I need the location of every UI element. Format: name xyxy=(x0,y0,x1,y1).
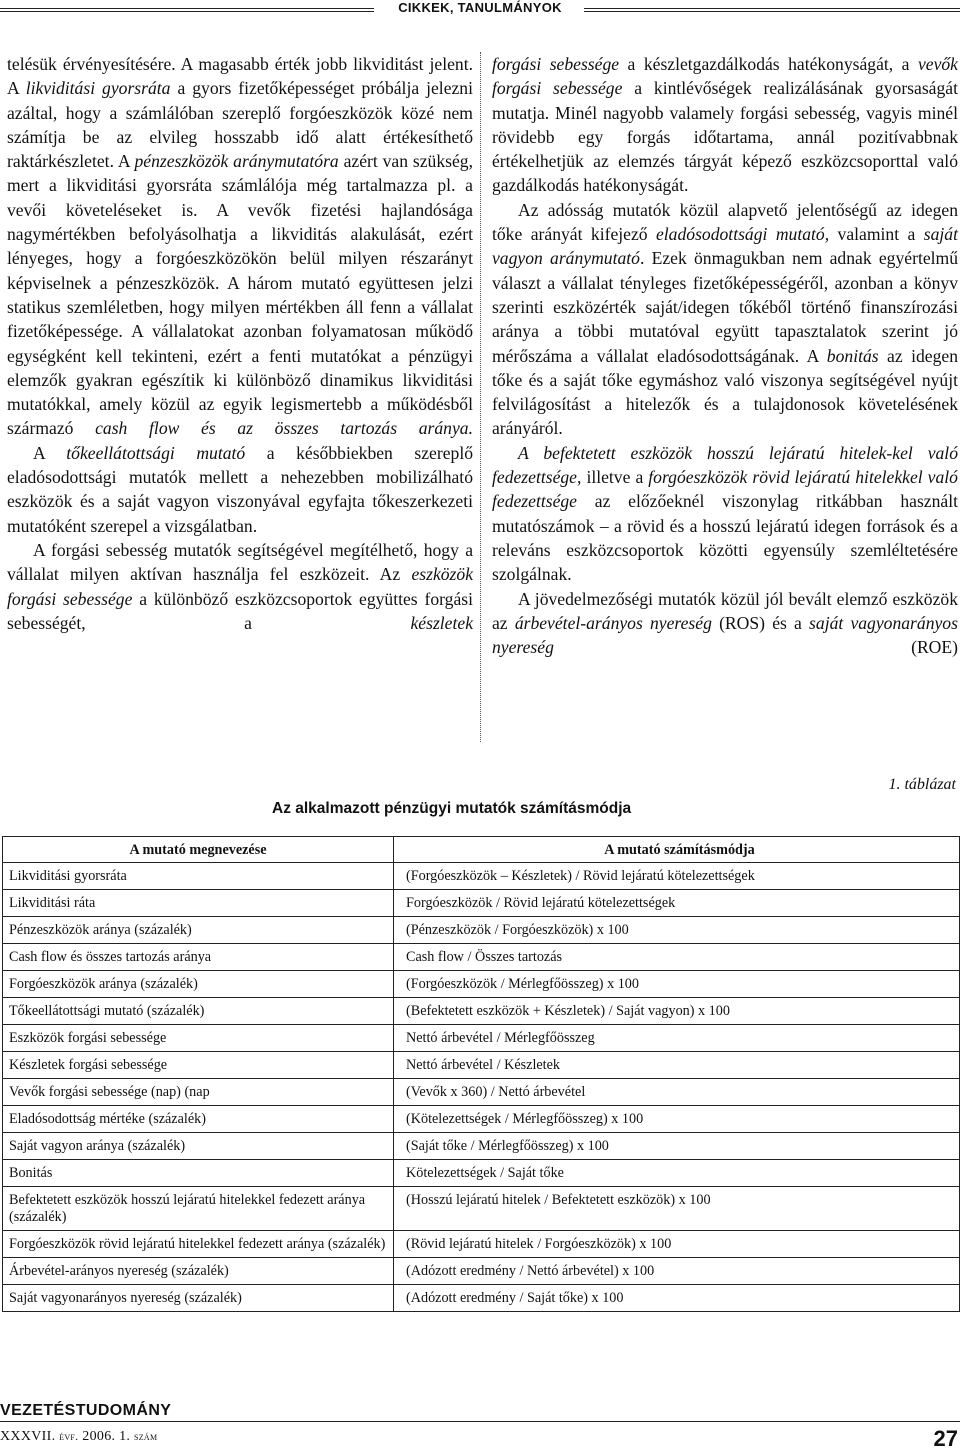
indicator-formula: (Adózott eredmény / Nettó árbevétel) x 100 xyxy=(394,1258,960,1285)
header-indicator-name: A mutató megnevezése xyxy=(3,837,394,863)
header-rule-right xyxy=(584,8,960,12)
indicator-name: Befektetett eszközök hosszú lejáratú hitelekkel fedezett aránya (százalék) xyxy=(3,1187,394,1231)
indicator-formula: (Vevők x 360) / Nettó árbevétel xyxy=(394,1079,960,1106)
table-row xyxy=(3,998,960,1025)
indicator-name: Készletek forgási sebessége xyxy=(3,1052,394,1079)
indicator-name: Forgóeszközök aránya (százalék) xyxy=(3,971,394,998)
indicator-formula: Cash flow / Összes tartozás xyxy=(394,944,960,971)
indicator-name: Forgóeszközök rövid lejáratú hitelekkel fedezett aránya (százalék) xyxy=(3,1231,394,1258)
indicator-name: Vevők forgási sebessége (nap) (nap xyxy=(3,1079,394,1106)
paragraph-liquidity: telésük érvényesítésére. A magasabb érték jobb likviditást jelent. A likviditási gyorsráta a gyors fizetőképességet próbálja jelezni azáltal, hogy a számlálóban szereplő forgóeszközök közé nem számítja be az elvileg hosszabb idő alatt értékesíthető raktárkészletet. A pénzeszközök aránymutatóra azért van szükség, mert a likviditási gyorsráta számlálója még tartalmazza pl. a vevői követeléseket is. A vevők fizetési hajlandósága nagymértékben befolyásolhatja a likviditás alakulását, ezért lényeges, hogy a forgóeszközökön belül milyen részarányt képviselnek a pénzeszközök. A három mutató együttesen jelzi statikus szemléletben, hogy milyen mértékben áll fenn a vállalat fizetőképessége. A vállalatokat azonban folyamatosan működő egységként kell tekinteni, ezért a fenti mutatókat a pénzügyi elemzők gyakran egészítik ki különböző dinamikus likviditási mutatókkal, amely közül az egyik legismertebb a működésből származó cash flow és az összes tartozás aránya. xyxy=(7,54,473,439)
indicator-name: Eladósodottság mértéke (százalék) xyxy=(3,1106,394,1133)
indicator-formula: (Befektetett eszközök + Készletek) / Saját vagyon) x 100 xyxy=(394,998,960,1025)
indicator-name: Tőkeellátottsági mutató (százalék) xyxy=(3,998,394,1025)
journal-name: VEZETÉSTUDOMÁNY xyxy=(0,1402,172,1419)
indicator-formula: (Adózott eredmény / Saját tőke) x 100 xyxy=(394,1285,960,1312)
table-row xyxy=(3,890,960,917)
header-calculation: A mutató számításmódja xyxy=(394,837,960,863)
paragraph-profitability: A jövedelmezőségi mutatók közül jól bevált elemző eszközök az árbevétel-arányos nyereség (ROS) és a saját vagyonarányos nyereség (ROE) xyxy=(492,588,958,658)
indicator-name: Pénzeszközök aránya (százalék) xyxy=(3,917,394,944)
table-row xyxy=(3,1052,960,1079)
paragraph-capital-supply: A tőkeellátottsági mutató a későbbiekben szereplő eladósodottsági mutatók mellett a nehezebben mobilizálható eszközök és a saját vagyon viszonyával egyfajta tőkeszerkezeti mutatóként szerepel a vizsgálatban. xyxy=(7,442,474,536)
indicator-formula: Kötelezettségek / Saját tőke xyxy=(394,1160,960,1187)
indicator-table xyxy=(2,836,960,1312)
table-row xyxy=(3,863,960,890)
table-row xyxy=(3,1285,960,1312)
indicator-formula: Forgóeszközök / Rövid lejáratú kötelezettségek xyxy=(394,890,960,917)
table-label: 1. táblázat xyxy=(888,776,956,793)
table-row xyxy=(3,1231,960,1258)
table-row xyxy=(3,944,960,971)
indicator-name: Saját vagyon aránya (százalék) xyxy=(3,1133,394,1160)
indicator-formula: (Forgóeszközök – Készletek) / Rövid lejáratú kötelezettségek xyxy=(394,863,960,890)
paragraph-turnover-cont: forgási sebessége a készletgazdálkodás hatékonyságát, a vevők forgási sebessége a kintlévőségek realizálásának gyorsaságát mutatja. Minél nagyobb valamely forgási sebesség, vagyis minél rövidebb egy forgás időtartama, annál pozitívabbnak értékelhetjük az elemzés tárgyát képező eszközcsoporttal való gazdálkodás hatékonyságát. xyxy=(492,54,958,196)
indicator-formula: (Forgóeszközök / Mérlegfőösszeg) x 100 xyxy=(394,971,960,998)
indicator-name: Eszközök forgási sebessége xyxy=(3,1025,394,1052)
paragraph-turnover: A forgási sebesség mutatók segítségével megítélhető, hogy a vállalat milyen aktívan használja fel eszközeit. Az eszközök forgási sebessége a különböző eszközcsoportok együttes forgási sebességét, a készletek xyxy=(7,539,474,633)
paragraph-debt: Az adósság mutatók közül alapvető jelentőségű az idegen tőke arányát kifejező eladósodottsági mutató, valamint a saját vagyon aránymutató. Ezek önmagukban nem adnak egyértelmű választ a vállalat tényleges fizetőképességéről, azonban a könyv szerinti eszközérték saját/idegen tőkéből történő finanszírozási aránya a többi mutatóval együtt tapasztalatok szerint jó mérőszáma a vállalat eladósodottságának. A bonitás az idegen tőke és a saját tőke egymáshoz való viszonya segítségével nyújt felvilágosítást a hitelezők és a tulajdonosok követelésének arányáról. xyxy=(492,199,959,439)
indicator-name: Árbevétel-arányos nyereség (százalék) xyxy=(3,1258,394,1285)
table-row xyxy=(3,1187,960,1231)
footer-rule xyxy=(0,1421,960,1422)
indicator-formula: Nettó árbevétel / Mérlegfőösszeg xyxy=(394,1025,960,1052)
table-row xyxy=(3,1025,960,1052)
header-rule-left xyxy=(0,8,374,12)
indicator-name: Bonitás xyxy=(3,1160,394,1187)
table-row xyxy=(3,1079,960,1106)
table-row xyxy=(3,1258,960,1285)
text-column-right xyxy=(492,52,958,659)
indicator-name: Saját vagyonarányos nyereség (százalék) xyxy=(3,1285,394,1312)
table-row xyxy=(3,917,960,944)
indicator-formula: (Rövid lejáratú hitelek / Forgóeszközök) x 100 xyxy=(394,1231,960,1258)
indicator-formula: Nettó árbevétel / Készletek xyxy=(394,1052,960,1079)
table-row xyxy=(3,971,960,998)
table-row xyxy=(3,1133,960,1160)
indicator-name: Likviditási ráta xyxy=(3,890,394,917)
text-column-left xyxy=(7,52,473,635)
indicator-formula: (Saját tőke / Mérlegfőösszeg) x 100 xyxy=(394,1133,960,1160)
paragraph-coverage: A befektetett eszközök hosszú lejáratú hitelek-kel való fedezettsége, illetve a forgóeszközök rövid lejáratú hitelekkel való fedezettsége az előzőeknél viszonylag ritkábban használt mutatószámok – a rövid és a hosszú lejáratú idegen források és a releváns eszközcsoportok közötti egyensúly szemléltetésére szolgálnak. xyxy=(492,442,958,585)
indicator-formula: (Hosszú lejáratú hitelek / Befektetett eszközök) x 100 xyxy=(394,1187,960,1231)
table-title: Az alkalmazott pénzügyi mutatók számításmódja xyxy=(272,800,632,817)
indicator-name: Likviditási gyorsráta xyxy=(3,863,394,890)
column-divider xyxy=(480,52,481,742)
indicator-formula: (Kötelezettségek / Mérlegfőösszeg) x 100 xyxy=(394,1106,960,1133)
page-number: 27 xyxy=(933,1426,958,1451)
table-row xyxy=(3,1160,960,1187)
table-row xyxy=(3,1106,960,1133)
indicator-formula: (Pénzeszközök / Forgóeszközök) x 100 xyxy=(394,917,960,944)
indicator-name: Cash flow és összes tartozás aránya xyxy=(3,944,394,971)
running-header xyxy=(0,0,960,22)
table-header-row xyxy=(3,837,960,863)
issue-info: XXXVII. évf. 2006. 1. szám xyxy=(0,1429,158,1444)
section-title: CIKKEK, TANULMÁNYOK xyxy=(398,0,562,15)
